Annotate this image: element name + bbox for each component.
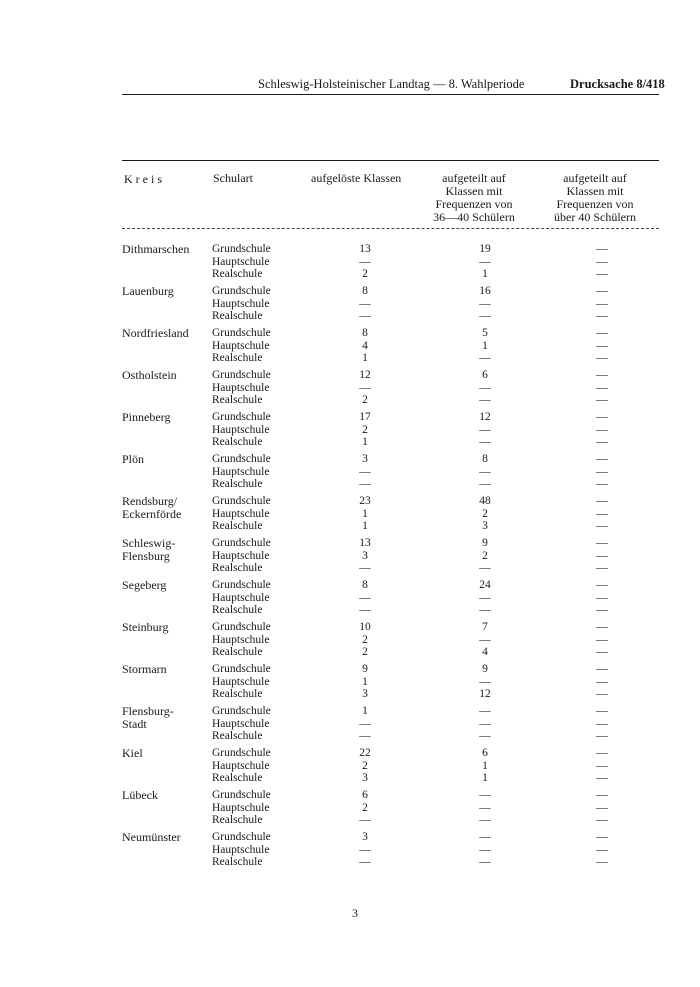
- cell-frequenz-36-40: 48: [479, 495, 491, 507]
- cell-frequenz-36-40: —: [479, 297, 491, 310]
- column-header-line: Frequenzen von: [556, 197, 634, 211]
- cell-frequenz-36-40: 19: [479, 243, 491, 255]
- cell-frequenz-36-40: 6: [482, 369, 488, 381]
- cell-schulart: Realschule: [212, 520, 263, 532]
- cell-schulart: Grundschule: [212, 495, 271, 507]
- cell-ueber-40: —: [596, 717, 608, 730]
- cell-schulart: Hauptschule: [212, 591, 270, 604]
- cell-frequenz-36-40: —: [479, 310, 491, 322]
- cell-ueber-40: —: [596, 562, 608, 574]
- cell-schulart: Hauptschule: [212, 549, 270, 562]
- cell-aufgeloeste-klassen: —: [359, 310, 371, 322]
- district-name: [122, 789, 158, 802]
- cell-aufgeloeste-klassen: 1: [362, 352, 368, 364]
- cell-schulart: Hauptschule: [212, 255, 270, 268]
- cell-frequenz-36-40: 3: [482, 520, 488, 532]
- cell-ueber-40: —: [596, 843, 608, 856]
- cell-frequenz-36-40: —: [479, 381, 491, 394]
- cell-ueber-40: —: [596, 255, 608, 268]
- cell-frequenz-36-40: —: [479, 633, 491, 646]
- cell-aufgeloeste-klassen: 12: [359, 369, 371, 381]
- cell-frequenz-36-40: 1: [482, 339, 488, 352]
- district-name: [122, 285, 174, 298]
- cell-schulart: Grundschule: [212, 579, 271, 591]
- cell-aufgeloeste-klassen: 13: [359, 537, 371, 549]
- cell-frequenz-36-40: 4: [482, 646, 488, 658]
- district-name-line: Lübeck: [122, 788, 158, 802]
- cell-frequenz-36-40: —: [479, 843, 491, 856]
- district-name: [122, 453, 144, 466]
- column-header-line: Klassen mit: [445, 184, 503, 198]
- cell-ueber-40: —: [596, 772, 608, 784]
- cell-frequenz-36-40: 12: [479, 688, 491, 700]
- cell-schulart: Grundschule: [212, 411, 271, 423]
- cell-ueber-40: —: [596, 537, 608, 549]
- column-header-line: aufgeteilt auf: [563, 171, 627, 185]
- cell-schulart: Realschule: [212, 772, 263, 784]
- cell-frequenz-36-40: —: [479, 604, 491, 616]
- cell-frequenz-36-40: —: [479, 465, 491, 478]
- cell-schulart: Hauptschule: [212, 717, 270, 730]
- cell-frequenz-36-40: 7: [482, 621, 488, 633]
- cell-aufgeloeste-klassen: —: [359, 604, 371, 616]
- column-header-line: Frequenzen von: [435, 197, 513, 211]
- district-name: [122, 831, 181, 844]
- cell-aufgeloeste-klassen: 10: [359, 621, 371, 633]
- cell-ueber-40: —: [596, 549, 608, 562]
- cell-frequenz-36-40: —: [479, 730, 491, 742]
- cell-aufgeloeste-klassen: —: [359, 856, 371, 868]
- district-name-line: Ostholstein: [122, 368, 177, 382]
- cell-schulart: Realschule: [212, 310, 263, 322]
- cell-frequenz-36-40: 9: [482, 663, 488, 675]
- cell-schulart: Realschule: [212, 394, 263, 406]
- cell-frequenz-36-40: 5: [482, 327, 488, 339]
- cell-ueber-40: —: [596, 789, 608, 801]
- cell-ueber-40: —: [596, 591, 608, 604]
- cell-aufgeloeste-klassen: 8: [362, 579, 368, 591]
- cell-schulart: Hauptschule: [212, 843, 270, 856]
- district-name-line: Lauenburg: [122, 284, 174, 298]
- table-header-rule: [122, 228, 659, 229]
- cell-aufgeloeste-klassen: 1: [362, 507, 368, 520]
- cell-schulart: Hauptschule: [212, 633, 270, 646]
- cell-frequenz-36-40: —: [479, 675, 491, 688]
- cell-schulart: Grundschule: [212, 243, 271, 255]
- district-name-line: Steinburg: [122, 620, 169, 634]
- district-name-line: Kiel: [122, 746, 143, 760]
- cell-schulart: Grundschule: [212, 747, 271, 759]
- cell-ueber-40: —: [596, 831, 608, 843]
- cell-schulart: Grundschule: [212, 285, 271, 297]
- district-name-line: Schleswig-: [122, 536, 176, 550]
- district-name-line: Eckernförde: [122, 506, 182, 521]
- cell-aufgeloeste-klassen: —: [359, 478, 371, 490]
- cell-aufgeloeste-klassen: 2: [362, 646, 368, 658]
- district-name: [122, 537, 175, 562]
- cell-ueber-40: —: [596, 579, 608, 591]
- cell-ueber-40: —: [596, 369, 608, 381]
- cell-frequenz-36-40: —: [479, 394, 491, 406]
- cell-ueber-40: —: [596, 814, 608, 826]
- cell-schulart: Hauptschule: [212, 297, 270, 310]
- cell-aufgeloeste-klassen: 1: [362, 520, 368, 532]
- cell-frequenz-36-40: 2: [482, 549, 488, 562]
- cell-ueber-40: —: [596, 507, 608, 520]
- cell-aufgeloeste-klassen: 3: [362, 549, 368, 562]
- district-name: [122, 411, 170, 424]
- cell-ueber-40: —: [596, 705, 608, 717]
- cell-frequenz-36-40: —: [479, 717, 491, 730]
- district-name-line: Flensburg: [122, 548, 170, 563]
- cell-frequenz-36-40: —: [479, 423, 491, 436]
- cell-frequenz-36-40: 1: [482, 759, 488, 772]
- cell-aufgeloeste-klassen: —: [359, 297, 371, 310]
- cell-frequenz-36-40: —: [479, 814, 491, 826]
- cell-aufgeloeste-klassen: 17: [359, 411, 371, 423]
- cell-schulart: Realschule: [212, 478, 263, 490]
- cell-schulart: Realschule: [212, 856, 263, 868]
- cell-aufgeloeste-klassen: 9: [362, 663, 368, 675]
- cell-ueber-40: —: [596, 327, 608, 339]
- cell-ueber-40: —: [596, 856, 608, 868]
- cell-schulart: Realschule: [212, 352, 263, 364]
- cell-schulart: Hauptschule: [212, 675, 270, 688]
- district-name-line: Segeberg: [122, 578, 167, 592]
- cell-ueber-40: —: [596, 352, 608, 364]
- cell-schulart: Realschule: [212, 268, 263, 280]
- column-header-line: Klassen mit: [566, 184, 624, 198]
- header-title: Schleswig-Holsteinischer Landtag — 8. Wahlperiode: [258, 77, 525, 91]
- cell-frequenz-36-40: 8: [482, 453, 488, 465]
- district-name: [122, 705, 174, 730]
- cell-ueber-40: —: [596, 285, 608, 297]
- cell-ueber-40: —: [596, 453, 608, 465]
- cell-schulart: Grundschule: [212, 327, 271, 339]
- cell-schulart: Hauptschule: [212, 507, 270, 520]
- district-name-line: Stadt: [122, 716, 147, 731]
- cell-aufgeloeste-klassen: 2: [362, 423, 368, 436]
- cell-schulart: Grundschule: [212, 663, 271, 675]
- cell-ueber-40: —: [596, 465, 608, 478]
- cell-ueber-40: —: [596, 759, 608, 772]
- cell-aufgeloeste-klassen: —: [359, 591, 371, 604]
- cell-ueber-40: —: [596, 394, 608, 406]
- column-header-line: aufgeteilt auf: [442, 171, 506, 185]
- cell-frequenz-36-40: 24: [479, 579, 491, 591]
- district-name-line: Flensburg-: [122, 704, 174, 718]
- column-header-schulart: Schulart: [213, 171, 253, 185]
- cell-frequenz-36-40: —: [479, 831, 491, 843]
- district-name: [122, 747, 143, 760]
- cell-frequenz-36-40: —: [479, 801, 491, 814]
- cell-aufgeloeste-klassen: —: [359, 255, 371, 268]
- cell-schulart: Realschule: [212, 604, 263, 616]
- district-name: [122, 579, 166, 592]
- cell-schulart: Realschule: [212, 562, 263, 574]
- cell-aufgeloeste-klassen: 3: [362, 688, 368, 700]
- cell-aufgeloeste-klassen: 1: [362, 436, 368, 448]
- cell-ueber-40: —: [596, 621, 608, 633]
- cell-aufgeloeste-klassen: 2: [362, 268, 368, 280]
- cell-ueber-40: —: [596, 243, 608, 255]
- cell-aufgeloeste-klassen: 3: [362, 453, 368, 465]
- cell-aufgeloeste-klassen: 4: [362, 339, 368, 352]
- cell-schulart: Grundschule: [212, 705, 271, 717]
- cell-frequenz-36-40: —: [479, 478, 491, 490]
- table-top-rule: [122, 160, 659, 161]
- cell-aufgeloeste-klassen: —: [359, 381, 371, 394]
- cell-schulart: Realschule: [212, 730, 263, 742]
- cell-ueber-40: —: [596, 604, 608, 616]
- cell-schulart: Grundschule: [212, 831, 271, 843]
- cell-frequenz-36-40: 1: [482, 772, 488, 784]
- cell-ueber-40: —: [596, 747, 608, 759]
- column-header-frequenz-36-40: [414, 172, 534, 224]
- column-header-kreis: Kreis: [124, 172, 165, 186]
- cell-aufgeloeste-klassen: 3: [362, 831, 368, 843]
- cell-aufgeloeste-klassen: 1: [362, 705, 368, 717]
- cell-aufgeloeste-klassen: 23: [359, 495, 371, 507]
- cell-ueber-40: —: [596, 436, 608, 448]
- cell-ueber-40: —: [596, 310, 608, 322]
- cell-ueber-40: —: [596, 297, 608, 310]
- district-name: [122, 663, 167, 676]
- cell-schulart: Hauptschule: [212, 381, 270, 394]
- column-header-line: 36—40 Schülern: [433, 210, 515, 224]
- district-name-line: Rendsburg/: [122, 494, 178, 508]
- cell-ueber-40: —: [596, 646, 608, 658]
- cell-schulart: Realschule: [212, 646, 263, 658]
- cell-ueber-40: —: [596, 663, 608, 675]
- cell-aufgeloeste-klassen: —: [359, 562, 371, 574]
- cell-schulart: Grundschule: [212, 537, 271, 549]
- district-name: [122, 327, 189, 340]
- cell-schulart: Realschule: [212, 814, 263, 826]
- cell-schulart: Realschule: [212, 436, 263, 448]
- cell-ueber-40: —: [596, 730, 608, 742]
- cell-frequenz-36-40: 16: [479, 285, 491, 297]
- cell-aufgeloeste-klassen: 8: [362, 327, 368, 339]
- cell-ueber-40: —: [596, 495, 608, 507]
- cell-schulart: Hauptschule: [212, 423, 270, 436]
- cell-schulart: Hauptschule: [212, 759, 270, 772]
- cell-frequenz-36-40: 1: [482, 268, 488, 280]
- cell-aufgeloeste-klassen: 2: [362, 633, 368, 646]
- cell-schulart: Grundschule: [212, 369, 271, 381]
- cell-schulart: Grundschule: [212, 789, 271, 801]
- column-header-aufgeloeste-klassen: aufgelöste Klassen: [311, 171, 402, 185]
- document-number: Drucksache 8/418: [570, 77, 665, 91]
- cell-frequenz-36-40: —: [479, 789, 491, 801]
- column-header-line: über 40 Schülern: [554, 210, 636, 224]
- cell-aufgeloeste-klassen: —: [359, 730, 371, 742]
- cell-aufgeloeste-klassen: 22: [359, 747, 371, 759]
- cell-schulart: Hauptschule: [212, 465, 270, 478]
- cell-ueber-40: —: [596, 381, 608, 394]
- cell-frequenz-36-40: —: [479, 255, 491, 268]
- district-name-line: Plön: [122, 452, 145, 466]
- cell-ueber-40: —: [596, 423, 608, 436]
- cell-aufgeloeste-klassen: —: [359, 843, 371, 856]
- cell-aufgeloeste-klassen: —: [359, 814, 371, 826]
- cell-aufgeloeste-klassen: 13: [359, 243, 371, 255]
- cell-frequenz-36-40: 6: [482, 747, 488, 759]
- district-name-line: Pinneberg: [122, 410, 171, 424]
- cell-frequenz-36-40: —: [479, 591, 491, 604]
- district-name-line: Dithmarschen: [122, 242, 190, 256]
- cell-aufgeloeste-klassen: 2: [362, 394, 368, 406]
- cell-ueber-40: —: [596, 478, 608, 490]
- cell-ueber-40: —: [596, 520, 608, 532]
- cell-frequenz-36-40: —: [479, 352, 491, 364]
- cell-schulart: Grundschule: [212, 621, 271, 633]
- cell-ueber-40: —: [596, 688, 608, 700]
- cell-ueber-40: —: [596, 411, 608, 423]
- cell-aufgeloeste-klassen: —: [359, 717, 371, 730]
- cell-aufgeloeste-klassen: 2: [362, 759, 368, 772]
- cell-aufgeloeste-klassen: 1: [362, 675, 368, 688]
- cell-aufgeloeste-klassen: 2: [362, 801, 368, 814]
- cell-ueber-40: —: [596, 633, 608, 646]
- district-name-line: Stormarn: [122, 662, 167, 676]
- cell-schulart: Hauptschule: [212, 801, 270, 814]
- page-number: 3: [352, 906, 358, 920]
- cell-frequenz-36-40: —: [479, 562, 491, 574]
- cell-aufgeloeste-klassen: 3: [362, 772, 368, 784]
- cell-aufgeloeste-klassen: 8: [362, 285, 368, 297]
- district-name: [122, 243, 189, 256]
- cell-aufgeloeste-klassen: 6: [362, 789, 368, 801]
- district-name-line: Nordfriesland: [122, 326, 189, 340]
- cell-frequenz-36-40: —: [479, 705, 491, 717]
- district-name-line: Neumünster: [122, 830, 181, 844]
- cell-aufgeloeste-klassen: —: [359, 465, 371, 478]
- cell-ueber-40: —: [596, 268, 608, 280]
- cell-frequenz-36-40: 12: [479, 411, 491, 423]
- cell-frequenz-36-40: —: [479, 436, 491, 448]
- cell-ueber-40: —: [596, 339, 608, 352]
- cell-ueber-40: —: [596, 801, 608, 814]
- cell-ueber-40: —: [596, 675, 608, 688]
- district-name: [122, 369, 177, 382]
- cell-frequenz-36-40: —: [479, 856, 491, 868]
- cell-frequenz-36-40: 2: [482, 507, 488, 520]
- column-header-ueber-40: [530, 172, 660, 224]
- cell-frequenz-36-40: 9: [482, 537, 488, 549]
- header-rule: [122, 94, 659, 95]
- cell-schulart: Hauptschule: [212, 339, 270, 352]
- district-name: [122, 495, 181, 520]
- cell-schulart: Grundschule: [212, 453, 271, 465]
- cell-schulart: Realschule: [212, 688, 263, 700]
- district-name: [122, 621, 168, 634]
